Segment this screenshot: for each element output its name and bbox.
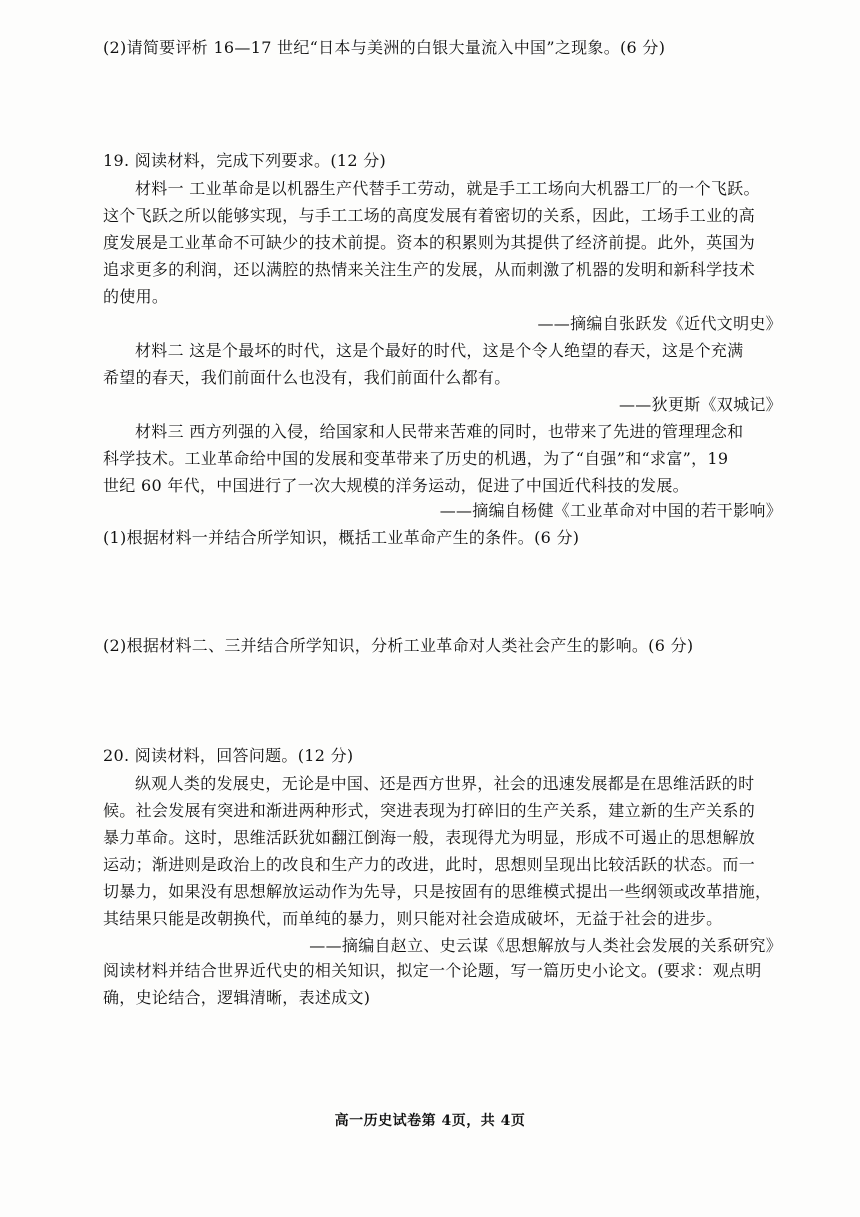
q19-material2-line: 希望的春天，我们前面什么也没有，我们前面什么都有。 — [103, 368, 511, 387]
q20-body-line: 暴力革命。这时，思维活跃犹如翻江倒海一般，表现得尤为明显，形成不可遏止的思想解放 — [103, 828, 756, 847]
q19-material3-line: 科学技术。工业革命给中国的发展和变革带来了历史的机遇，为了“自强”和“求富”，19 — [103, 449, 729, 468]
q19-material2-source: ——狄更斯《双城记》 — [618, 395, 782, 414]
q18-part2: (2)请简要评析 16—17 世纪“日本与美洲的白银大量流入中国”之现象。(6 分) — [103, 38, 666, 57]
q19-part2: (2)根据材料二、三并结合所学知识，分析工业革命对人类社会产生的影响。(6 分) — [103, 636, 694, 655]
q19-material1-line: 的使用。 — [103, 287, 169, 306]
q19-material1-line: 这个飞跃之所以能够实现，与手工工场的高度发展有着密切的关系，因此，工场手工业的高 — [103, 206, 756, 225]
q20-body-line: 其结果只能是改朝换代，而单纯的暴力，则只能对社会造成破坏，无益于社会的进步。 — [103, 909, 723, 928]
q19-material1-source: ——摘编自张跃发《近代文明史》 — [537, 314, 782, 333]
q20-body-line: 候。社会发展有突进和渐进两种形式，突进表现为打碎旧的生产关系，建立新的生产关系的 — [103, 801, 756, 820]
q19-material1-line: 材料一 工业革命是以机器生产代替手工劳动，就是手工工场向大机器工厂的一个飞跃。 — [135, 179, 760, 198]
page-footer: 高一历史试卷第 4页，共 4页 — [334, 1113, 526, 1129]
q19-title: 19. 阅读材料，完成下列要求。(12 分) — [103, 151, 387, 170]
q19-material3-line: 世纪 60 年代，中国进行了一次大规模的洋务运动，促进了中国近代科技的发展。 — [103, 476, 689, 495]
q19-part1: (1)根据材料一并结合所学知识，概括工业革命产生的条件。(6 分) — [103, 528, 580, 547]
q20-task-line: 阅读材料并结合世界近代史的相关知识，拟定一个论题，写一篇历史小论文。(要求：观点明 — [103, 961, 762, 980]
q20-title: 20. 阅读材料，回答问题。(12 分) — [103, 746, 354, 765]
q19-material1-line: 追求更多的利润，还以满腔的热情来关注生产的发展，从而刺激了机器的发明和新科学技术 — [103, 260, 756, 279]
q19-material3-line: 材料三 西方列强的入侵，给国家和人民带来苦难的同时，也带来了先进的管理理念和 — [135, 422, 744, 441]
q19-material2-line: 材料二 这是个最坏的时代，这是个最好的时代，这是个令人绝望的春天，这是个充满 — [135, 341, 744, 360]
q19-material3-source: ——摘编自杨健《工业革命对中国的若干影响》 — [439, 501, 782, 520]
q20-source: ——摘编自赵立、史云谋《思想解放与人类社会发展的关系研究》 — [309, 936, 782, 955]
q20-body-line: 运动；渐进则是政治上的改良和生产力的改进，此时，思想则呈现出比较活跃的状态。而一 — [103, 855, 756, 874]
q20-body-line: 切暴力，如果没有思想解放运动作为先导，只是按固有的思维模式提出一些纲领或改革措施， — [103, 882, 772, 901]
q19-material1-line: 度发展是工业革命不可缺少的技术前提。资本的积累则为其提供了经济前提。此外，英国为 — [103, 233, 756, 252]
q20-body-line: 纵观人类的发展史，无论是中国、还是西方世界，社会的迅速发展都是在思维活跃的时 — [135, 774, 755, 793]
q20-task-line: 确，史论结合，逻辑清晰，表述成文) — [103, 988, 371, 1007]
